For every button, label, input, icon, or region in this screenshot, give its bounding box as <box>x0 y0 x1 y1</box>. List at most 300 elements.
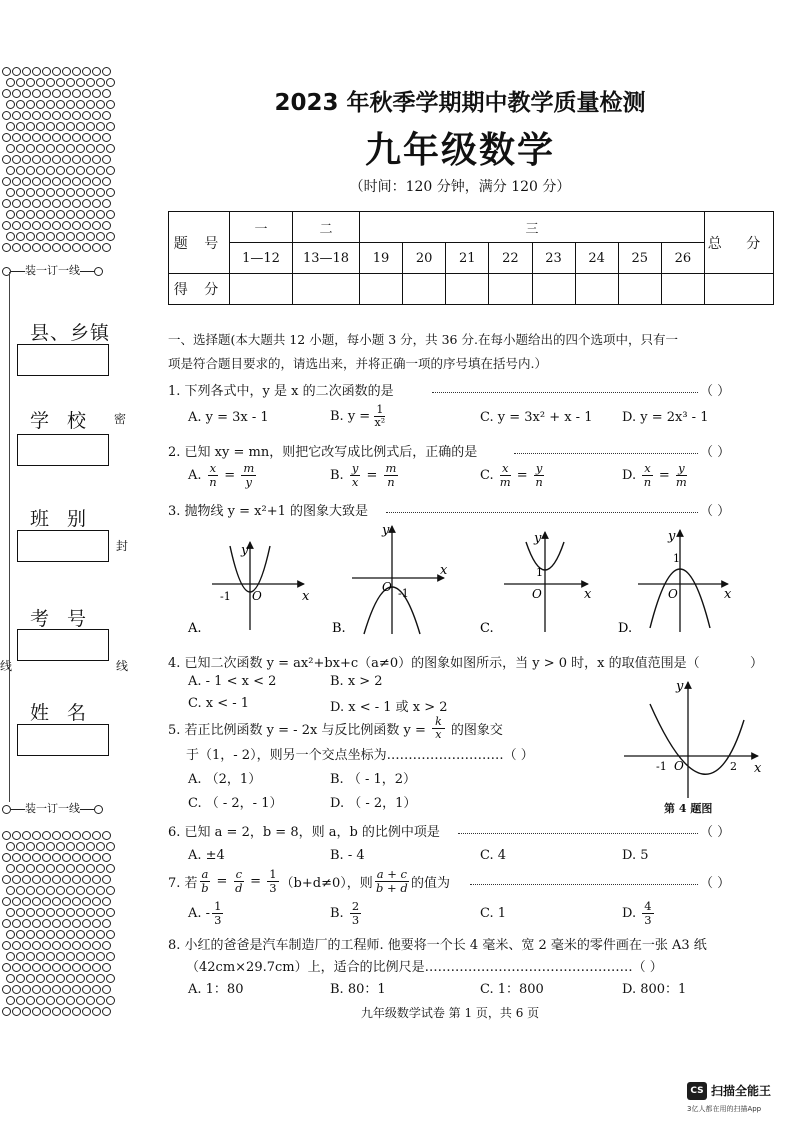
q2-stem: 2. 已知 xy = mn，则把它改写成比例式后，正确的是 <box>168 445 478 460</box>
binding-hole <box>106 886 115 895</box>
binding-hole <box>106 144 115 153</box>
score-input[interactable] <box>489 274 532 305</box>
binding-hole <box>82 963 91 972</box>
q7-option-c[interactable]: C. 1 <box>480 906 507 921</box>
binding-hole <box>36 232 45 241</box>
binding-hole <box>22 831 31 840</box>
score-input[interactable] <box>360 274 403 305</box>
q3-stem: 3. 抛物线 y = x²+1 的图象大致是 <box>168 504 369 519</box>
graph-option-a[interactable] <box>187 542 310 636</box>
q6-option-c[interactable]: C. 4 <box>480 848 507 863</box>
graph-b-x: x <box>440 563 448 578</box>
binding-hole <box>66 188 75 197</box>
binding-hole <box>36 996 45 1005</box>
binding-hole <box>46 930 55 939</box>
binding-hole <box>102 243 111 252</box>
binding-hole <box>16 210 25 219</box>
total-score-label: 总 分 <box>705 212 774 274</box>
fraction <box>534 462 545 489</box>
binding-hole <box>46 78 55 87</box>
q8-option-d[interactable]: D. 800：1 <box>622 982 687 997</box>
score-input[interactable] <box>446 274 489 305</box>
fig4-x: x <box>754 761 762 776</box>
q6-option-a[interactable]: A. ±4 <box>188 848 225 863</box>
binding-hole <box>42 875 51 884</box>
binding-hole <box>22 853 31 862</box>
exam-title: 2023 年秋季学期期中教学质量检测 <box>274 90 646 116</box>
q4-figure <box>616 676 766 816</box>
binding-hole <box>46 886 55 895</box>
binding-hole <box>36 842 45 851</box>
binding-hole <box>56 908 65 917</box>
graph-d-x: x <box>724 587 732 602</box>
dot-leader <box>470 884 698 885</box>
q1-b-den: x² <box>374 416 386 429</box>
q1-answer-paren[interactable]: （ ） <box>700 384 731 399</box>
binding-hole <box>26 100 35 109</box>
q8-option-b[interactable]: B. 80：1 <box>330 982 386 997</box>
binding-hole <box>22 243 31 252</box>
q2-option-a[interactable] <box>188 462 258 489</box>
fraction-denominator: n <box>535 475 543 489</box>
camscanner-tagline: 3亿人都在用的扫描App <box>687 1105 762 1113</box>
binding-hole <box>106 100 115 109</box>
binding-hole <box>2 133 11 142</box>
binding-hole <box>36 100 45 109</box>
binding-hole <box>16 886 25 895</box>
score-input[interactable] <box>230 274 293 305</box>
class-field[interactable] <box>17 530 109 562</box>
binding-hole <box>66 842 75 851</box>
binding-hole <box>92 853 101 862</box>
dot-leader <box>386 512 698 513</box>
score-input[interactable] <box>403 274 446 305</box>
q6-option-d[interactable]: D. 5 <box>622 848 649 863</box>
binding-hole <box>72 1007 81 1016</box>
binding-hole <box>96 166 105 175</box>
binding-hole <box>76 996 85 1005</box>
binding-hole <box>96 974 105 983</box>
binding-hole <box>46 188 55 197</box>
binding-hole <box>52 831 61 840</box>
fraction <box>500 462 511 489</box>
fraction-denominator: b + d <box>376 881 408 895</box>
binding-hole <box>62 1007 71 1016</box>
binding-hole <box>56 232 65 241</box>
binding-hole <box>72 897 81 906</box>
binding-hole <box>12 897 21 906</box>
binding-hole <box>2 985 11 994</box>
fraction-denominator: 3 <box>351 913 360 927</box>
fraction-denominator: n <box>209 475 217 489</box>
binding-hole <box>92 155 101 164</box>
binding-hole <box>92 831 101 840</box>
q4-option-b[interactable]: B. x > 2 <box>330 674 383 689</box>
binding-hole <box>86 974 95 983</box>
binding-hole <box>2 897 11 906</box>
binding-hole <box>32 199 41 208</box>
binding-hole <box>46 974 55 983</box>
binding-hole <box>82 155 91 164</box>
binding-hole <box>102 177 111 186</box>
binding-hole <box>82 243 91 252</box>
binding-hole <box>46 100 55 109</box>
county-field[interactable] <box>17 344 109 376</box>
section-1-header: 一 <box>230 212 293 243</box>
q1-option-b[interactable] <box>330 404 385 429</box>
binding-hole <box>36 210 45 219</box>
binding-hole <box>2 1007 11 1016</box>
fraction-denominator: n <box>387 475 395 489</box>
binding-hole <box>32 243 41 252</box>
binding-hole <box>62 985 71 994</box>
range-cell: 24 <box>575 243 618 274</box>
binding-hole <box>2 111 11 120</box>
side-char-xian-right: 线 <box>116 659 129 673</box>
binding-hole <box>92 111 101 120</box>
binding-hole <box>66 952 75 961</box>
binding-hole <box>56 864 65 873</box>
graph-option-b[interactable] <box>332 523 448 636</box>
binding-hole <box>102 919 111 928</box>
binding-hole <box>72 199 81 208</box>
binding-hole <box>22 133 31 142</box>
binding-hole <box>42 243 51 252</box>
graph-a-y: y <box>241 543 249 558</box>
binding-hole <box>42 1007 51 1016</box>
binding-hole <box>56 188 65 197</box>
graph-b-origin: O <box>382 580 392 594</box>
binding-hole <box>62 919 71 928</box>
binding-hole <box>76 78 85 87</box>
binding-hole <box>66 996 75 1005</box>
binding-hole <box>32 963 41 972</box>
q7-stem-post: 的值为 <box>410 876 450 891</box>
score-input[interactable] <box>532 274 575 305</box>
fraction <box>350 900 361 927</box>
graph-d-y: y <box>668 529 676 544</box>
range-cell: 13—18 <box>293 243 360 274</box>
binding-hole <box>86 886 95 895</box>
binding-hole <box>22 963 31 972</box>
binding-hole <box>102 1007 111 1016</box>
binding-hole <box>102 67 111 76</box>
score-table <box>168 211 774 305</box>
binding-hole <box>86 842 95 851</box>
binding-hole <box>52 177 61 186</box>
range-cell: 22 <box>489 243 532 274</box>
binding-hole <box>82 133 91 142</box>
fraction-numerator: a + c <box>376 867 407 881</box>
range-cell: 25 <box>618 243 661 274</box>
graph-option-c[interactable] <box>480 531 592 636</box>
binding-hole <box>32 875 41 884</box>
label-name: 姓 名 <box>30 702 93 724</box>
binding-hole <box>52 875 61 884</box>
side-char-mi: 密 <box>114 412 127 426</box>
binding-hole <box>16 864 25 873</box>
binding-hole <box>36 166 45 175</box>
label-county: 县、乡镇 <box>30 322 111 344</box>
binding-hole <box>42 177 51 186</box>
q6-stem: 6. 已知 a = 2，b = 8，则 a，b 的比例中项是 <box>168 825 440 840</box>
binding-hole <box>52 199 61 208</box>
binding-hole <box>66 232 75 241</box>
section1-instruction-line1: 一、选择题(本大题共 12 小题，每小题 3 分，共 36 分.在每小题给出的四个选项中，只有一 <box>168 332 678 347</box>
binding-hole <box>16 122 25 131</box>
score-input[interactable] <box>575 274 618 305</box>
side-char-feng: 封 <box>116 539 129 553</box>
binding-hole <box>26 144 35 153</box>
binding-hole <box>66 886 75 895</box>
graph-d-one: 1 <box>673 552 680 565</box>
q5-frac-den: x <box>435 728 442 741</box>
graph-option-d[interactable] <box>618 529 732 636</box>
q2-option-c[interactable] <box>480 462 546 489</box>
q2-option-b[interactable] <box>330 462 400 489</box>
q2-answer-paren[interactable]: （ ） <box>700 445 731 460</box>
fraction-numerator: 1 <box>269 867 277 881</box>
q1-option-a[interactable]: A. y = 3x - 1 <box>188 410 269 425</box>
binding-holes-bottom <box>2 830 130 1017</box>
binding-hole <box>12 67 21 76</box>
binding-hole <box>2 941 11 950</box>
binding-hole <box>106 996 115 1005</box>
binding-hole <box>26 908 35 917</box>
binding-hole <box>76 930 85 939</box>
binding-hole <box>76 974 85 983</box>
q7-stem <box>168 868 450 895</box>
binding-hole <box>22 919 31 928</box>
q4-option-c[interactable]: C. x < - 1 <box>188 696 250 711</box>
subject-title: 九年级数学 <box>364 129 555 171</box>
binding-hole <box>92 963 101 972</box>
school-field[interactable] <box>17 434 109 466</box>
binding-hole <box>56 78 65 87</box>
equals-sign: = <box>362 468 382 483</box>
binding-hole <box>92 67 101 76</box>
binding-hole <box>52 89 61 98</box>
name-field[interactable] <box>17 724 109 756</box>
graph-c-y: y <box>534 531 542 546</box>
option-letter: A. <box>188 468 202 483</box>
binding-hole <box>2 199 11 208</box>
q8-option-c[interactable]: C. 1：800 <box>480 982 544 997</box>
q8-option-a[interactable]: A. 1：80 <box>188 982 244 997</box>
binding-hole <box>56 122 65 131</box>
page-footer: 九年级数学试卷 第 1 页，共 6 页 <box>360 1006 540 1020</box>
binding-hole <box>56 842 65 851</box>
q7-option-d[interactable] <box>622 900 656 927</box>
binding-hole <box>102 985 111 994</box>
equals-sign: = <box>246 874 266 889</box>
q5-option-a[interactable]: A. （2，1） <box>188 772 262 787</box>
binding-line-text: 装一订一线 <box>25 802 80 815</box>
q2-option-d[interactable] <box>622 462 689 489</box>
q1-option-d[interactable]: D. y = 2x³ - 1 <box>622 410 709 425</box>
q1-b-prefix: B. y = <box>330 409 371 424</box>
binding-hole <box>26 886 35 895</box>
binding-hole <box>32 985 41 994</box>
binding-vertical-line <box>9 272 10 802</box>
q7-stem-pre: 7. 若 <box>168 876 198 891</box>
binding-hole <box>62 155 71 164</box>
q7-option-b[interactable] <box>330 900 363 927</box>
binding-hole <box>92 919 101 928</box>
binding-hole <box>22 985 31 994</box>
q6-answer-paren[interactable]: （ ） <box>700 825 731 840</box>
q7-answer-paren[interactable]: （ ） <box>700 876 731 891</box>
exam-number-field[interactable] <box>17 629 109 661</box>
binding-hole <box>42 831 51 840</box>
fraction <box>676 462 687 489</box>
binding-hole <box>56 144 65 153</box>
binding-hole <box>42 111 51 120</box>
total-score-input[interactable] <box>705 274 774 305</box>
binding-hole <box>22 89 31 98</box>
binding-hole <box>66 166 75 175</box>
binding-hole <box>16 974 25 983</box>
binding-hole <box>82 111 91 120</box>
q4-option-a[interactable]: A. - 1 < x < 2 <box>188 674 277 689</box>
q1-b-num: 1 <box>376 403 384 416</box>
fig4-origin: O <box>674 759 684 773</box>
binding-hole <box>72 177 81 186</box>
option-letter: D. <box>622 468 637 483</box>
q3-answer-paren[interactable]: （ ） <box>700 504 731 519</box>
binding-hole <box>46 908 55 917</box>
option-letter: B. <box>330 468 344 483</box>
score-input[interactable] <box>293 274 360 305</box>
fraction-denominator: x <box>351 475 359 489</box>
binding-hole <box>32 155 41 164</box>
binding-hole <box>62 89 71 98</box>
score-input[interactable] <box>661 274 704 305</box>
binding-hole <box>36 122 45 131</box>
q1-option-c[interactable]: C. y = 3x² + x - 1 <box>480 410 593 425</box>
binding-hole <box>2 853 11 862</box>
binding-hole <box>36 864 45 873</box>
binding-hole <box>6 996 15 1005</box>
binding-hole <box>72 831 81 840</box>
binding-hole <box>102 111 111 120</box>
fraction-numerator: 4 <box>644 899 652 913</box>
q4-answer-paren-close[interactable]: ） <box>750 656 764 671</box>
binding-hole <box>76 210 85 219</box>
binding-hole <box>36 952 45 961</box>
binding-hole <box>22 177 31 186</box>
binding-hole <box>86 864 95 873</box>
binding-hole <box>102 199 111 208</box>
fraction-numerator: 1 <box>214 899 222 913</box>
binding-hole <box>6 122 15 131</box>
binding-hole <box>96 996 105 1005</box>
fig4-two: 2 <box>730 760 737 773</box>
binding-hole <box>46 842 55 851</box>
q5-option-d[interactable]: D. （ - 2，1） <box>330 796 417 811</box>
binding-hole <box>102 941 111 950</box>
equals-sign: = <box>220 468 240 483</box>
binding-hole <box>22 199 31 208</box>
binding-hole <box>26 232 35 241</box>
binding-hole <box>32 133 41 142</box>
binding-hole <box>26 210 35 219</box>
binding-hole <box>52 941 61 950</box>
binding-hole <box>86 144 95 153</box>
graph-b-label: B. <box>332 621 346 636</box>
range-cell: 19 <box>360 243 403 274</box>
binding-hole <box>46 952 55 961</box>
binding-hole <box>52 67 61 76</box>
binding-hole <box>2 67 11 76</box>
binding-hole <box>96 188 105 197</box>
graph-b-neg1: -1 <box>398 587 409 600</box>
binding-hole <box>62 199 71 208</box>
q4-figure-caption: 第 4 题图 <box>664 802 713 815</box>
binding-hole <box>72 853 81 862</box>
binding-hole <box>36 974 45 983</box>
binding-hole <box>92 1007 101 1016</box>
fraction-numerator: m <box>243 461 255 475</box>
binding-hole <box>2 875 11 884</box>
q5-option-b[interactable]: B. （ - 1，2） <box>330 772 417 787</box>
camscanner-logo-icon: CS <box>687 1082 707 1100</box>
binding-hole <box>32 177 41 186</box>
binding-hole <box>106 78 115 87</box>
binding-hole <box>2 177 11 186</box>
score-input[interactable] <box>618 274 661 305</box>
q5-option-c[interactable]: C. （ - 2，- 1） <box>188 796 283 811</box>
binding-hole <box>76 232 85 241</box>
q7-option-a[interactable] <box>188 900 225 927</box>
binding-hole <box>46 144 55 153</box>
q5-stem1: 5. 若正比例函数 y = - 2x 与反比例函数 y = <box>168 723 426 738</box>
fraction-numerator: x <box>644 461 651 475</box>
binding-hole <box>66 144 75 153</box>
binding-hole <box>12 89 21 98</box>
binding-hole <box>92 177 101 186</box>
binding-hole <box>16 952 25 961</box>
graph-c-origin: O <box>532 587 542 601</box>
binding-hole <box>12 155 21 164</box>
q3-graphs <box>168 520 774 640</box>
graph-a-label: A. <box>188 621 202 636</box>
binding-hole <box>66 908 75 917</box>
binding-hole <box>82 919 91 928</box>
q4-option-d[interactable]: D. x < - 1 或 x > 2 <box>330 700 448 715</box>
q6-option-b[interactable]: B. - 4 <box>330 848 365 863</box>
binding-hole <box>26 122 35 131</box>
binding-hole <box>86 100 95 109</box>
binding-hole <box>62 133 71 142</box>
option-letter: C. <box>480 468 494 483</box>
binding-hole <box>32 941 41 950</box>
binding-hole <box>72 875 81 884</box>
binding-hole <box>82 941 91 950</box>
binding-hole <box>52 919 61 928</box>
binding-hole <box>86 930 95 939</box>
binding-hole <box>36 78 45 87</box>
binding-hole <box>76 100 85 109</box>
binding-hole <box>72 89 81 98</box>
binding-hole <box>106 188 115 197</box>
graph-c-label: C. <box>480 621 494 636</box>
fraction-denominator: m <box>675 475 687 489</box>
fraction-numerator: x <box>500 462 511 476</box>
binding-hole <box>12 1007 21 1016</box>
binding-hole <box>12 875 21 884</box>
binding-hole <box>6 166 15 175</box>
